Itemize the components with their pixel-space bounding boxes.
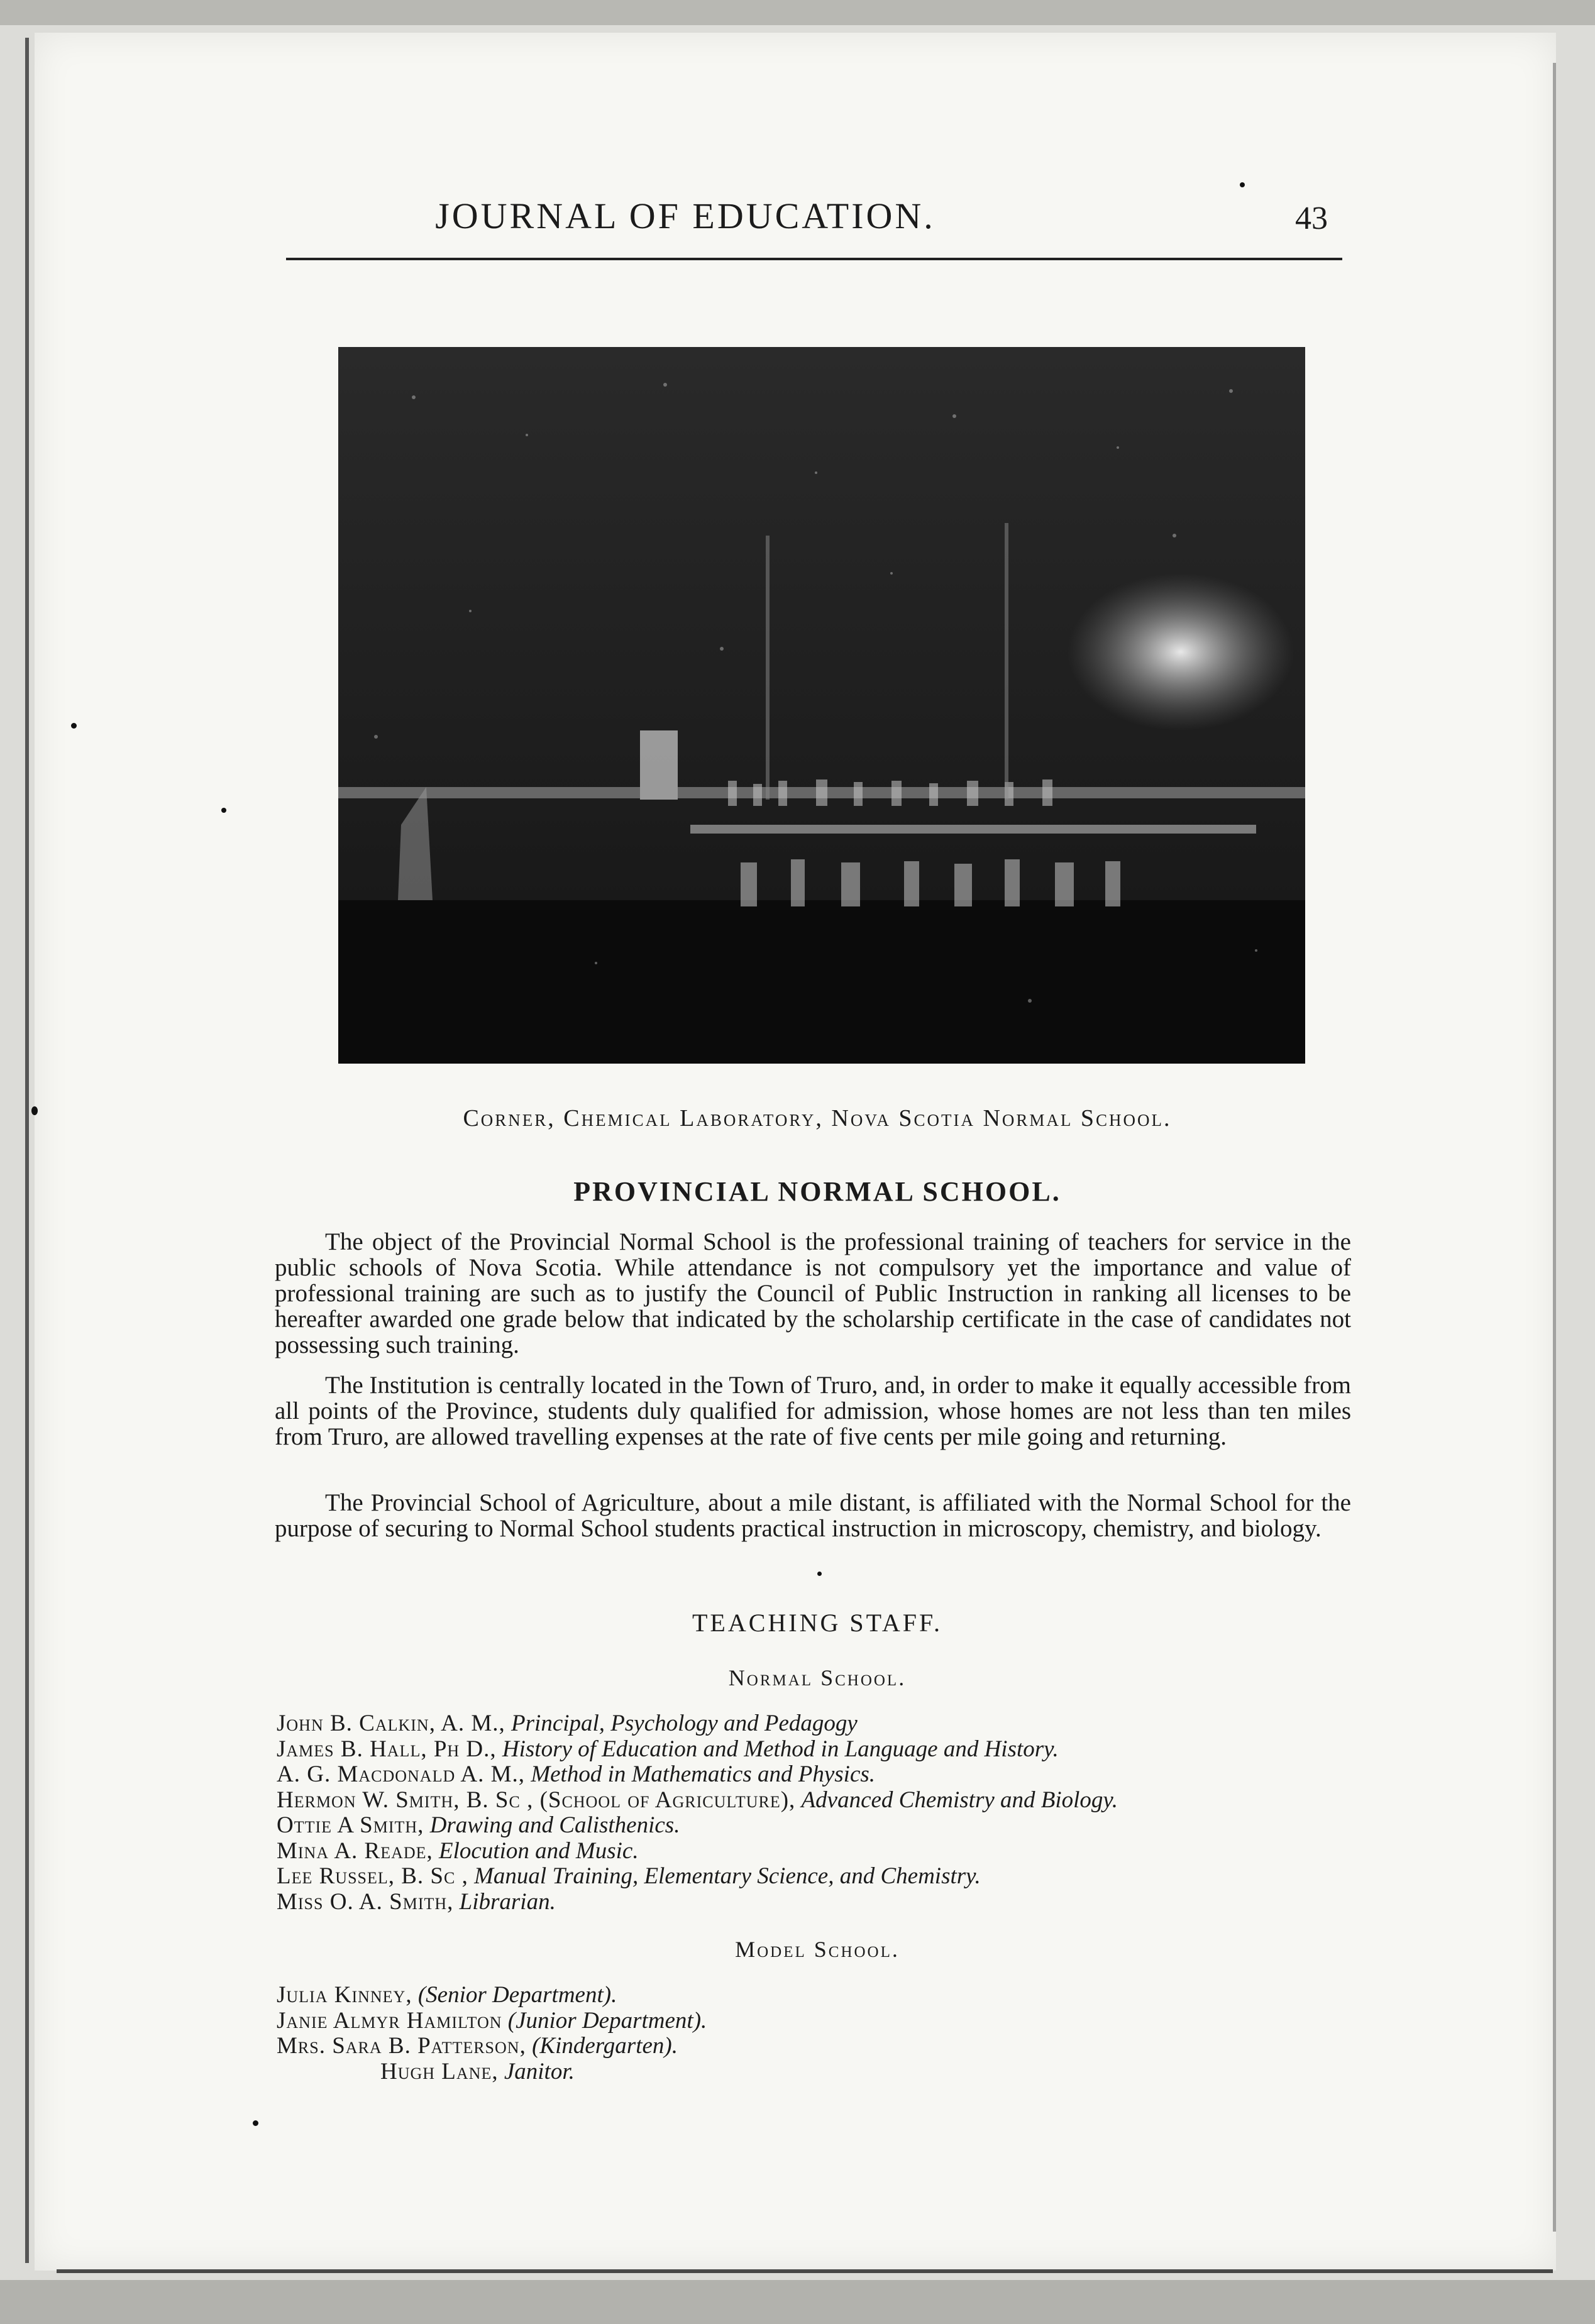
staff-entry <box>277 1839 1383 1864</box>
paragraph-object <box>275 1229 1351 1358</box>
scan-speck <box>253 2120 258 2126</box>
figure-caption: Corner, Chemical Laboratory, Nova Scotia Normal School. <box>463 1105 1172 1132</box>
staff-name: Janie Almyr Hamilton <box>277 2007 502 2034</box>
scan-top-edge <box>0 0 1595 25</box>
staff-role: Advanced Chemistry and Biology. <box>801 1787 1118 1813</box>
paragraph-institution-text: The Institution is centrally located in the Town of Truro, and, in order to make it equally accessible from all points of the Province, students duly qualified for admission, whose homes are not less than ten miles from Truro, are allowed travelling expenses at the rate of five cents per mile going and returning. <box>275 1372 1351 1450</box>
scan-speck <box>31 1106 38 1115</box>
scan-bottom-edge <box>0 2280 1595 2324</box>
staff-name: Ottie A Smith, <box>277 1812 424 1838</box>
staff-entry <box>277 1890 1383 1915</box>
paragraph-institution <box>275 1372 1351 1450</box>
staff-entry <box>277 1813 1383 1839</box>
page-number: 43 <box>1295 201 1328 236</box>
staff-role: History of Education and Method in Language and History. <box>502 1736 1059 1762</box>
staff-role: Drawing and Calisthenics. <box>429 1812 680 1838</box>
scan-speck <box>221 808 226 813</box>
staff-role: (Junior Department). <box>507 2007 707 2034</box>
staff-name: Miss O. A. Smith, <box>277 1888 454 1915</box>
binding-left-edge <box>25 38 29 2263</box>
staff-role: (Kindergarten). <box>532 2033 678 2059</box>
paragraph-agriculture-text: The Provincial School of Agriculture, about a mile distant, is affiliated with the Normal School for the purpose of securing to Normal School students practical instruction in microscopy, chemistry, and biology. <box>275 1489 1351 1542</box>
staff-name: Lee Russel, B. Sc , <box>277 1863 468 1889</box>
normal-school-staff-list <box>277 1711 1383 1915</box>
model-school-heading: Model School. <box>735 1937 900 1962</box>
bottom-binding-rule <box>57 2269 1553 2273</box>
staff-name: John B. Calkin, A. M., <box>277 1710 505 1736</box>
staff-name: Julia Kinney, <box>277 1982 412 2008</box>
staff-entry <box>277 1711 1383 1737</box>
staff-entry <box>277 1864 1383 1890</box>
staff-role: Librarian. <box>459 1888 556 1915</box>
staff-entry <box>277 1788 1383 1814</box>
section-title: PROVINCIAL NORMAL SCHOOL. <box>573 1176 1061 1207</box>
staff-entry <box>277 1983 1383 2008</box>
binding-right-edge <box>1553 63 1556 2232</box>
scan-speck <box>817 1572 822 1576</box>
running-head: JOURNAL OF EDUCATION. <box>435 196 935 236</box>
normal-school-heading: Normal School. <box>728 1665 907 1690</box>
staff-name: Hermon W. Smith, B. Sc , (School of Agriculture), <box>277 1787 796 1813</box>
paragraph-agriculture <box>275 1490 1351 1541</box>
model-school-staff-list <box>277 1983 1383 2084</box>
staff-entry <box>277 1762 1383 1788</box>
header-rule <box>286 258 1342 260</box>
scan-speck <box>1240 182 1245 187</box>
staff-role: (Senior Department). <box>417 1982 617 2008</box>
staff-name: A. G. Macdonald A. M., <box>277 1761 526 1787</box>
staff-role: Method in Mathematics and Physics. <box>531 1761 876 1787</box>
staff-role: Janitor. <box>504 2058 575 2084</box>
staff-entry <box>277 2034 1383 2059</box>
staff-role: Principal, Psychology and Pedagogy <box>511 1710 858 1736</box>
laboratory-photograph <box>338 347 1305 1064</box>
staff-entry <box>277 2008 1383 2034</box>
staff-role: Elocution and Music. <box>439 1837 639 1864</box>
staff-entry <box>277 1737 1383 1763</box>
paragraph-object-text: The object of the Provincial Normal School is the professional training of teachers for service in the public schools of Nova Scotia. While attendance is not compulsory yet the importance and value of professional training are such as to justify the Council of Public Instruction in ranking all licenses to be hereafter awarded one grade below that indicated by the scholarship certificate in the case of candidates not possessing such training. <box>275 1228 1351 1358</box>
staff-title: TEACHING STAFF. <box>692 1609 943 1637</box>
staff-entry <box>277 2059 1383 2085</box>
staff-name: Hugh Lane, <box>380 2058 499 2084</box>
staff-name: Mina A. Reade, <box>277 1837 433 1864</box>
laboratory-photo-image <box>338 347 1305 1064</box>
scan-speck <box>71 723 77 729</box>
staff-role: Manual Training, Elementary Science, and Chemistry. <box>474 1863 981 1889</box>
staff-name: James B. Hall, Ph D., <box>277 1736 497 1762</box>
staff-name: Mrs. Sara B. Patterson, <box>277 2033 526 2059</box>
